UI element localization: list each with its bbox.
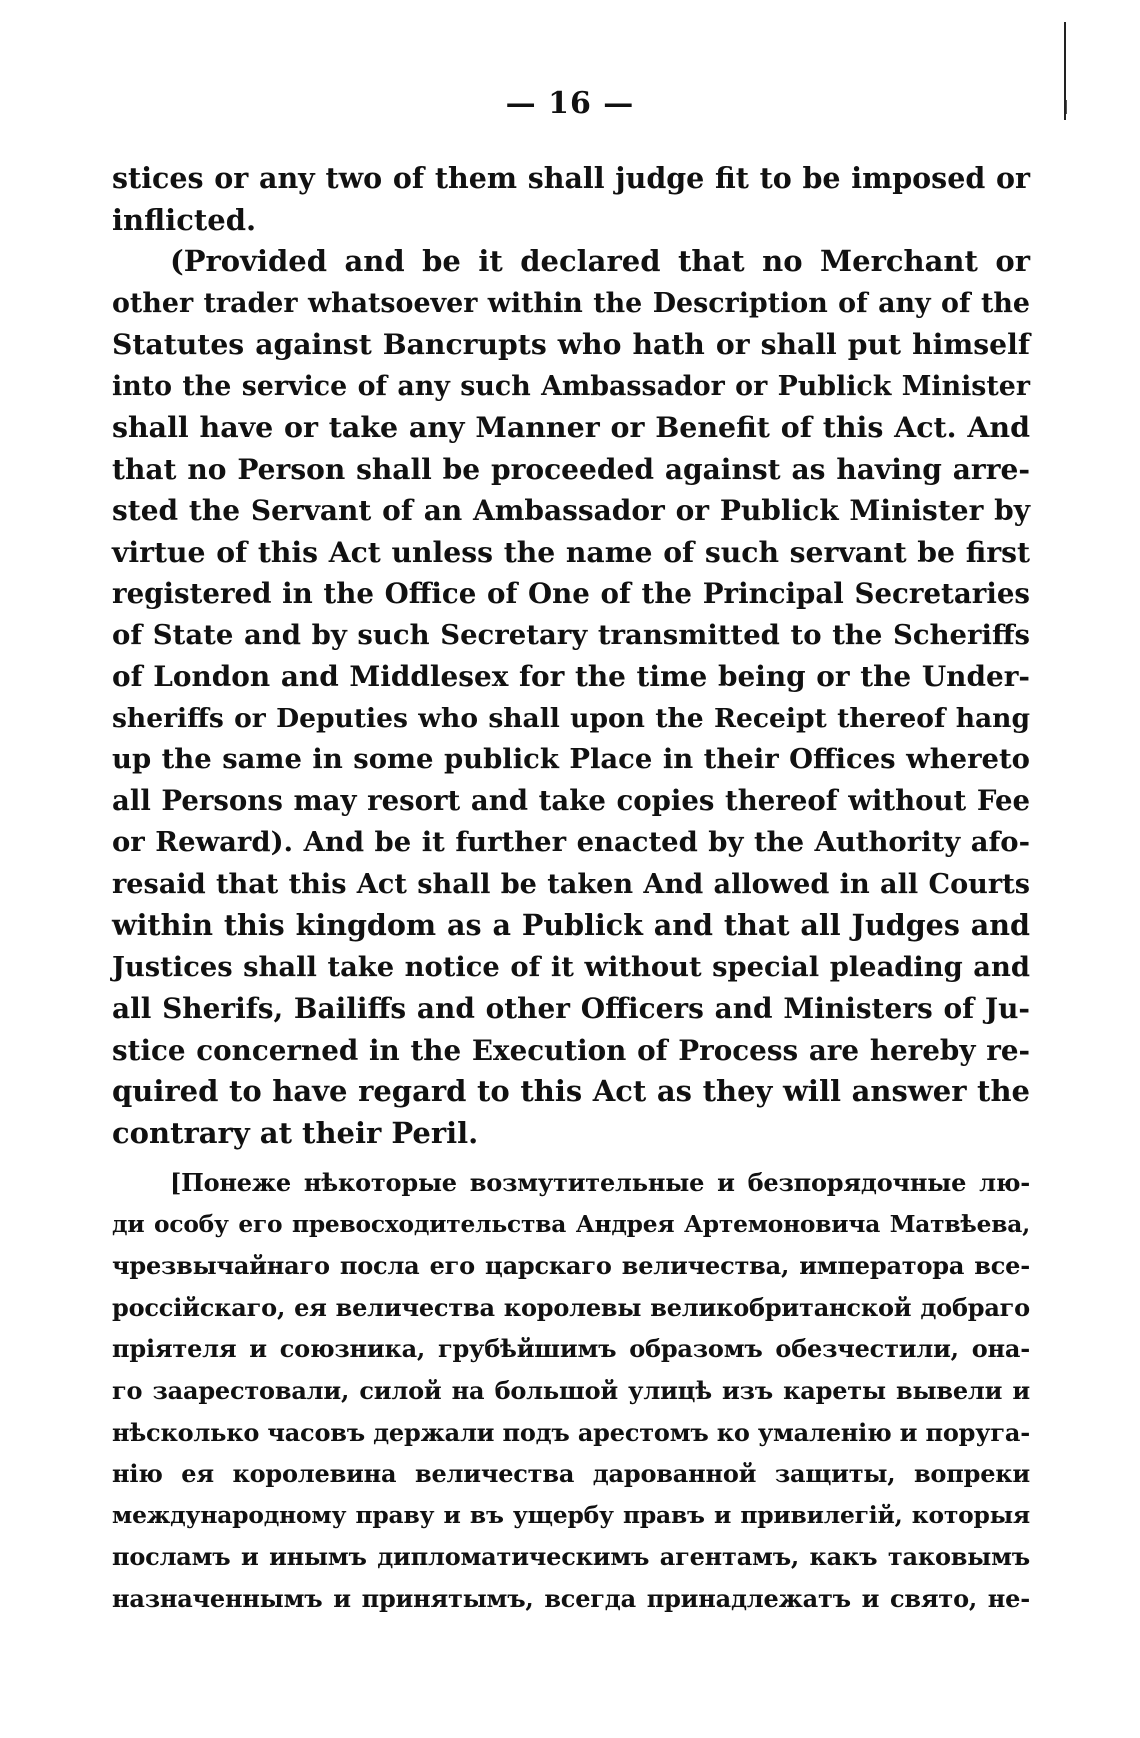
text-line: (Provided and be it declared that no Merchant or xyxy=(170,244,1030,278)
text-line: other trader whatsoever within the Description of any of the xyxy=(112,287,1030,319)
text-line: россійскаго, ея величества королевы великобританской добраго xyxy=(112,1292,1030,1322)
text-line: shall have or take any Manner or Benefit of this Act. And xyxy=(112,410,1030,444)
text-line: пріятеля и союзника, грубѣйшимъ образомъ обезчестили, она- xyxy=(112,1334,1030,1364)
text-line: virtue of this Act unless the name of such servant be first xyxy=(112,534,1030,569)
text-line: нѣсколько часовъ держали подъ арестомъ ко умаленію и поруга- xyxy=(112,1417,1030,1447)
text-line: or Reward). And be it further enacted by the Authority afo- xyxy=(112,826,1030,858)
text-line: that no Person shall be proceeded against as having arre- xyxy=(112,452,1030,486)
text-line: го заарестовали, силой на большой улицѣ изъ кареты вывели и xyxy=(112,1375,1030,1405)
page-number: — 16 — xyxy=(505,86,635,121)
text-line: Statutes against Bancrupts who hath or shall put himself xyxy=(112,327,1030,361)
russian-translation-text xyxy=(112,1162,1030,1620)
text-line: [Понеже нѣкоторые возмутительные и безпорядочные лю- xyxy=(170,1168,1030,1197)
text-line: resaid that this Act shall be taken And allowed in all Courts xyxy=(112,868,1030,900)
text-line: Justices shall take notice of it without special pleading and xyxy=(112,950,1030,983)
text-line: sheriffs or Deputies who shall upon the Receipt thereof hang xyxy=(112,702,1030,734)
text-line: ди особу его превосходительства Андрея Артемоновича Матвѣева, xyxy=(112,1210,1030,1238)
text-line: чрезвычайнаго посла его царскаго величества, императора все- xyxy=(112,1251,1030,1281)
text-line: within this kingdom as a Publick and that all Judges and xyxy=(112,908,1030,942)
text-line: into the service of any such Ambassador or Publick Minister xyxy=(112,370,1030,402)
text-line: contrary at their Peril. xyxy=(112,1115,479,1150)
text-line: посламъ и инымъ дипломатическимъ агентамъ, какъ таковымъ xyxy=(112,1542,1030,1572)
text-line: международному праву и въ ущербу правъ и привилегій, которыя xyxy=(112,1500,1030,1529)
text-line: нію ея королевина величества дарованной защиты, вопреки xyxy=(112,1459,1030,1489)
text-line: назначеннымъ и принятымъ, всегда принадлежатъ и свято, не- xyxy=(112,1583,1030,1613)
text-line: stice concerned in the Execution of Process are hereby re- xyxy=(112,1033,1030,1067)
page-body xyxy=(112,158,1030,1620)
text-line: inflicted. xyxy=(112,202,257,237)
text-line: all Persons may resort and take copies thereof without Fee xyxy=(112,784,1030,817)
text-line: registered in the Office of One of the Principal Secretaries xyxy=(112,577,1030,610)
text-line: up the same in some publick Place in their Offices whereto xyxy=(112,743,1030,775)
text-line: quired to have regard to this Act as they will answer the xyxy=(112,1074,1030,1108)
text-line: stices or any two of them shall judge fit to be imposed or xyxy=(112,161,1030,195)
text-line: of London and Middlesex for the time being or the Under- xyxy=(112,660,1030,693)
text-line: sted the Servant of an Ambassador or Publick Minister by xyxy=(112,494,1030,527)
english-act-text xyxy=(112,158,1030,1154)
text-line: all Sherifs, Bailiffs and other Officers and Ministers of Ju- xyxy=(112,992,1030,1025)
text-line: of State and by such Secretary transmitted to the Scheriffs xyxy=(112,618,1030,651)
